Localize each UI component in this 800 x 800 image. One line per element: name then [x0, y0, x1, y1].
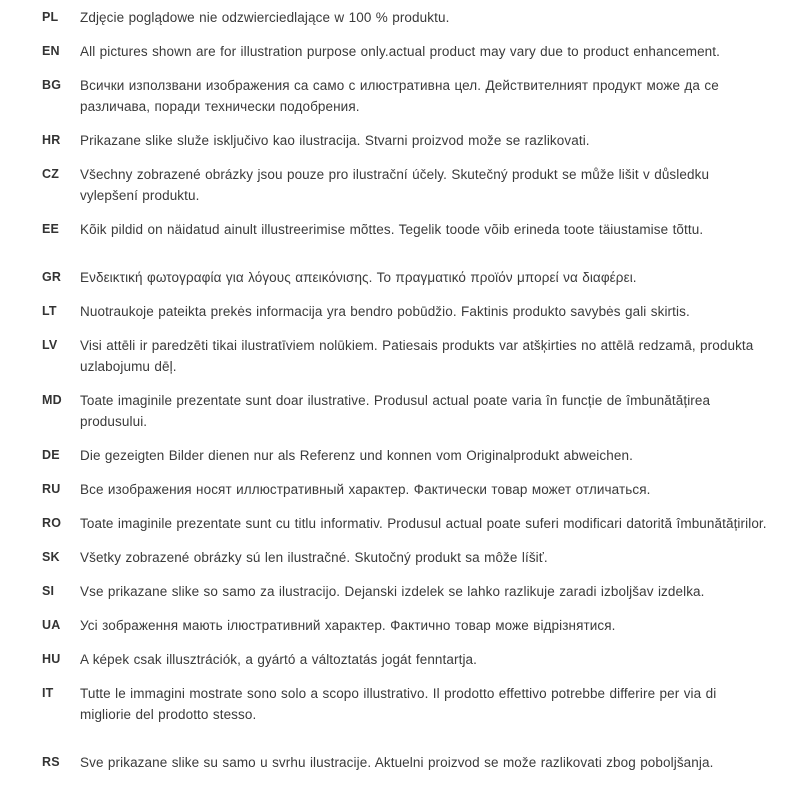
disclaimer-row: [42, 390, 772, 432]
disclaimer-row: [42, 581, 772, 602]
language-code-label: LT: [42, 304, 57, 318]
language-code-label: HR: [42, 133, 61, 147]
language-code-label: IT: [42, 686, 54, 700]
disclaimer-text: Prikazane slike služe isključivo kao ilustracija. Stvarni proizvod može se razlikovati.: [80, 133, 590, 148]
language-code-label: MD: [42, 393, 62, 407]
disclaimer-row: [42, 649, 772, 670]
disclaimer-row: [42, 752, 772, 773]
disclaimer-row: [42, 267, 772, 288]
disclaimer-row: [42, 75, 772, 117]
disclaimer-text: Visi attēli ir paredzēti tikai ilustratīviem nolūkiem. Patiesais produkts var atšķirties no attēlā redzamā, produkta uzlabojumu dēļ.: [80, 338, 754, 374]
language-code-label: RO: [42, 516, 62, 530]
disclaimer-row: [42, 513, 772, 534]
language-code-label: BG: [42, 78, 62, 92]
disclaimer-text: Zdjęcie poglądowe nie odzwierciedlające w 100 % produktu.: [80, 10, 450, 25]
disclaimer-text: Nuotraukoje pateikta prekės informacija yra bendro pobūdžio. Faktinis produkto savybės gali skirtis.: [80, 304, 690, 319]
disclaimer-text: Všetky zobrazené obrázky sú len ilustračné. Skutočný produkt sa môže líšiť.: [80, 550, 548, 565]
disclaimer-text: Všechny zobrazené obrázky jsou pouze pro ilustrační účely. Skutečný produkt se může lišit v důsledku vylepšení produktu.: [80, 167, 710, 203]
disclaimer-text: Tutte le immagini mostrate sono solo a scopo illustrativo. Il prodotto effettivo potrebbe differire per via di migliorie del prodotto stesso.: [80, 686, 717, 722]
language-code-label: DE: [42, 448, 60, 462]
language-code-label: SI: [42, 584, 55, 598]
language-code-label: UA: [42, 618, 61, 632]
disclaimer-row: [42, 479, 772, 500]
disclaimer-text: Toate imaginile prezentate sunt cu titlu informativ. Produsul actual poate suferi modificari datorită îmbunătățirilor.: [80, 516, 767, 531]
language-code-label: EN: [42, 44, 60, 58]
disclaimer-row: [42, 445, 772, 466]
disclaimer-text: Die gezeigten Bilder dienen nur als Referenz und konnen vom Originalprodukt abweichen.: [80, 448, 633, 463]
disclaimer-text: A képek csak illusztrációk, a gyártó a változtatás jogát fenntartja.: [80, 652, 477, 667]
disclaimer-text: Всички използвани изображения са само с илюстративна цел. Действителният продукт може да се различава, поради технически подобрения.: [80, 78, 719, 114]
disclaimer-text: Vse prikazane slike so samo za ilustracijo. Dejanski izdelek se lahko razlikuje zaradi izboljšav izdelka.: [80, 584, 705, 599]
language-code-label: PL: [42, 10, 59, 24]
language-code-label: GR: [42, 270, 62, 284]
language-code-label: HU: [42, 652, 61, 666]
disclaimer-row: [42, 164, 772, 206]
disclaimer-text: Sve prikazane slike su samo u svrhu ilustracije. Aktuelni proizvod se može razlikovati zbog poboljšanja.: [80, 755, 714, 770]
language-code-label: EE: [42, 222, 60, 236]
disclaimer-text: Все изображения носят иллюстративный характер. Фактически товар может отличаться.: [80, 482, 651, 497]
disclaimer-row: [42, 130, 772, 151]
disclaimer-row: [42, 301, 772, 322]
language-code-label: CZ: [42, 167, 60, 181]
disclaimer-row: [42, 615, 772, 636]
disclaimer-text: Toate imaginile prezentate sunt doar ilustrative. Produsul actual poate varia în funcție de îmbunătățirea produsului.: [80, 393, 711, 429]
disclaimer-row: [42, 547, 772, 568]
disclaimer-text: Ενδεικτική φωτογραφία για λόγους απεικόνισης. Το πραγματικό προϊόν μπορεί να διαφέρει.: [80, 270, 637, 285]
disclaimer-row: [42, 7, 772, 28]
disclaimer-row: [42, 41, 772, 62]
disclaimer-row: [42, 219, 772, 240]
disclaimer-text: Kõik pildid on näidatud ainult illustreerimise mõttes. Tegelik toode võib erineda toote täiustamise tõttu.: [80, 222, 704, 237]
disclaimer-row: [42, 683, 772, 725]
language-code-label: LV: [42, 338, 58, 352]
language-code-label: SK: [42, 550, 60, 564]
disclaimer-row: [42, 335, 772, 377]
language-code-label: RS: [42, 755, 60, 769]
disclaimer-text: All pictures shown are for illustration purpose only.actual product may vary due to product enhancement.: [80, 44, 720, 59]
language-code-label: RU: [42, 482, 61, 496]
disclaimer-text: Усі зображення мають ілюстративний характер. Фактично товар може відрізнятися.: [80, 618, 616, 633]
